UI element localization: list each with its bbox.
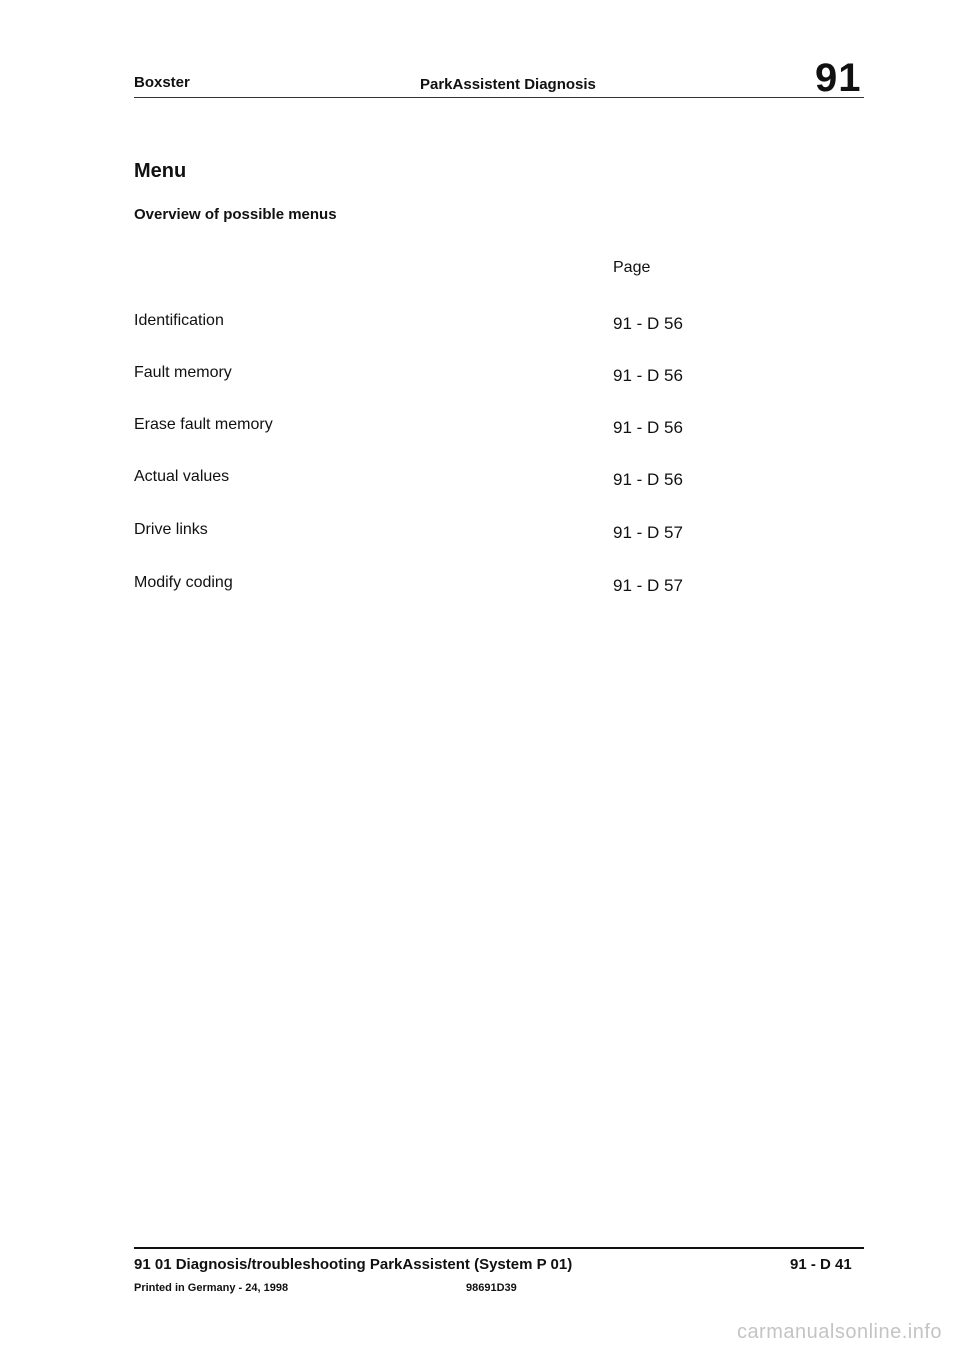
menu-item-row — [134, 416, 734, 442]
menu-item-page: 91 - D 56 — [613, 418, 683, 437]
menu-item-row — [134, 364, 734, 390]
footer-print-info: Printed in Germany - 24, 1998 — [134, 1282, 289, 1294]
menu-item-page: 91 - D 56 — [613, 314, 683, 333]
header-model: Boxster — [134, 74, 190, 91]
menu-item-label: Identification — [134, 312, 224, 329]
menu-item-row — [134, 574, 734, 600]
menu-item-row — [134, 312, 734, 338]
menu-item-page: 91 - D 56 — [613, 470, 683, 489]
page-column-header: Page — [613, 259, 651, 276]
header-divider — [134, 97, 864, 98]
watermark: carmanualsonline.info — [736, 1321, 942, 1343]
menu-item-label: Erase fault memory — [134, 416, 273, 433]
menu-item-label: Fault memory — [134, 364, 232, 381]
header-title: ParkAssistent Diagnosis — [420, 76, 596, 93]
menu-item-row — [134, 468, 734, 494]
footer-page-number: 91 - D 41 — [790, 1256, 852, 1273]
menu-item-page: 91 - D 57 — [613, 523, 683, 542]
footer-section-title: 91 01 Diagnosis/troubleshooting ParkAssistent (System P 01) — [134, 1256, 573, 1273]
header-chapter-number: 91 — [815, 56, 862, 100]
footer-divider — [134, 1247, 864, 1249]
menu-item-label: Modify coding — [134, 574, 233, 591]
menu-item-label: Actual values — [134, 468, 230, 485]
section-subtitle: Overview of possible menus — [134, 206, 337, 223]
footer-document-code: 98691D39 — [466, 1282, 517, 1294]
menu-item-page: 91 - D 57 — [613, 576, 683, 595]
menu-item-page: 91 - D 56 — [613, 366, 683, 385]
menu-item-row — [134, 521, 734, 547]
menu-item-label: Drive links — [134, 521, 208, 538]
section-title: Menu — [134, 160, 187, 182]
